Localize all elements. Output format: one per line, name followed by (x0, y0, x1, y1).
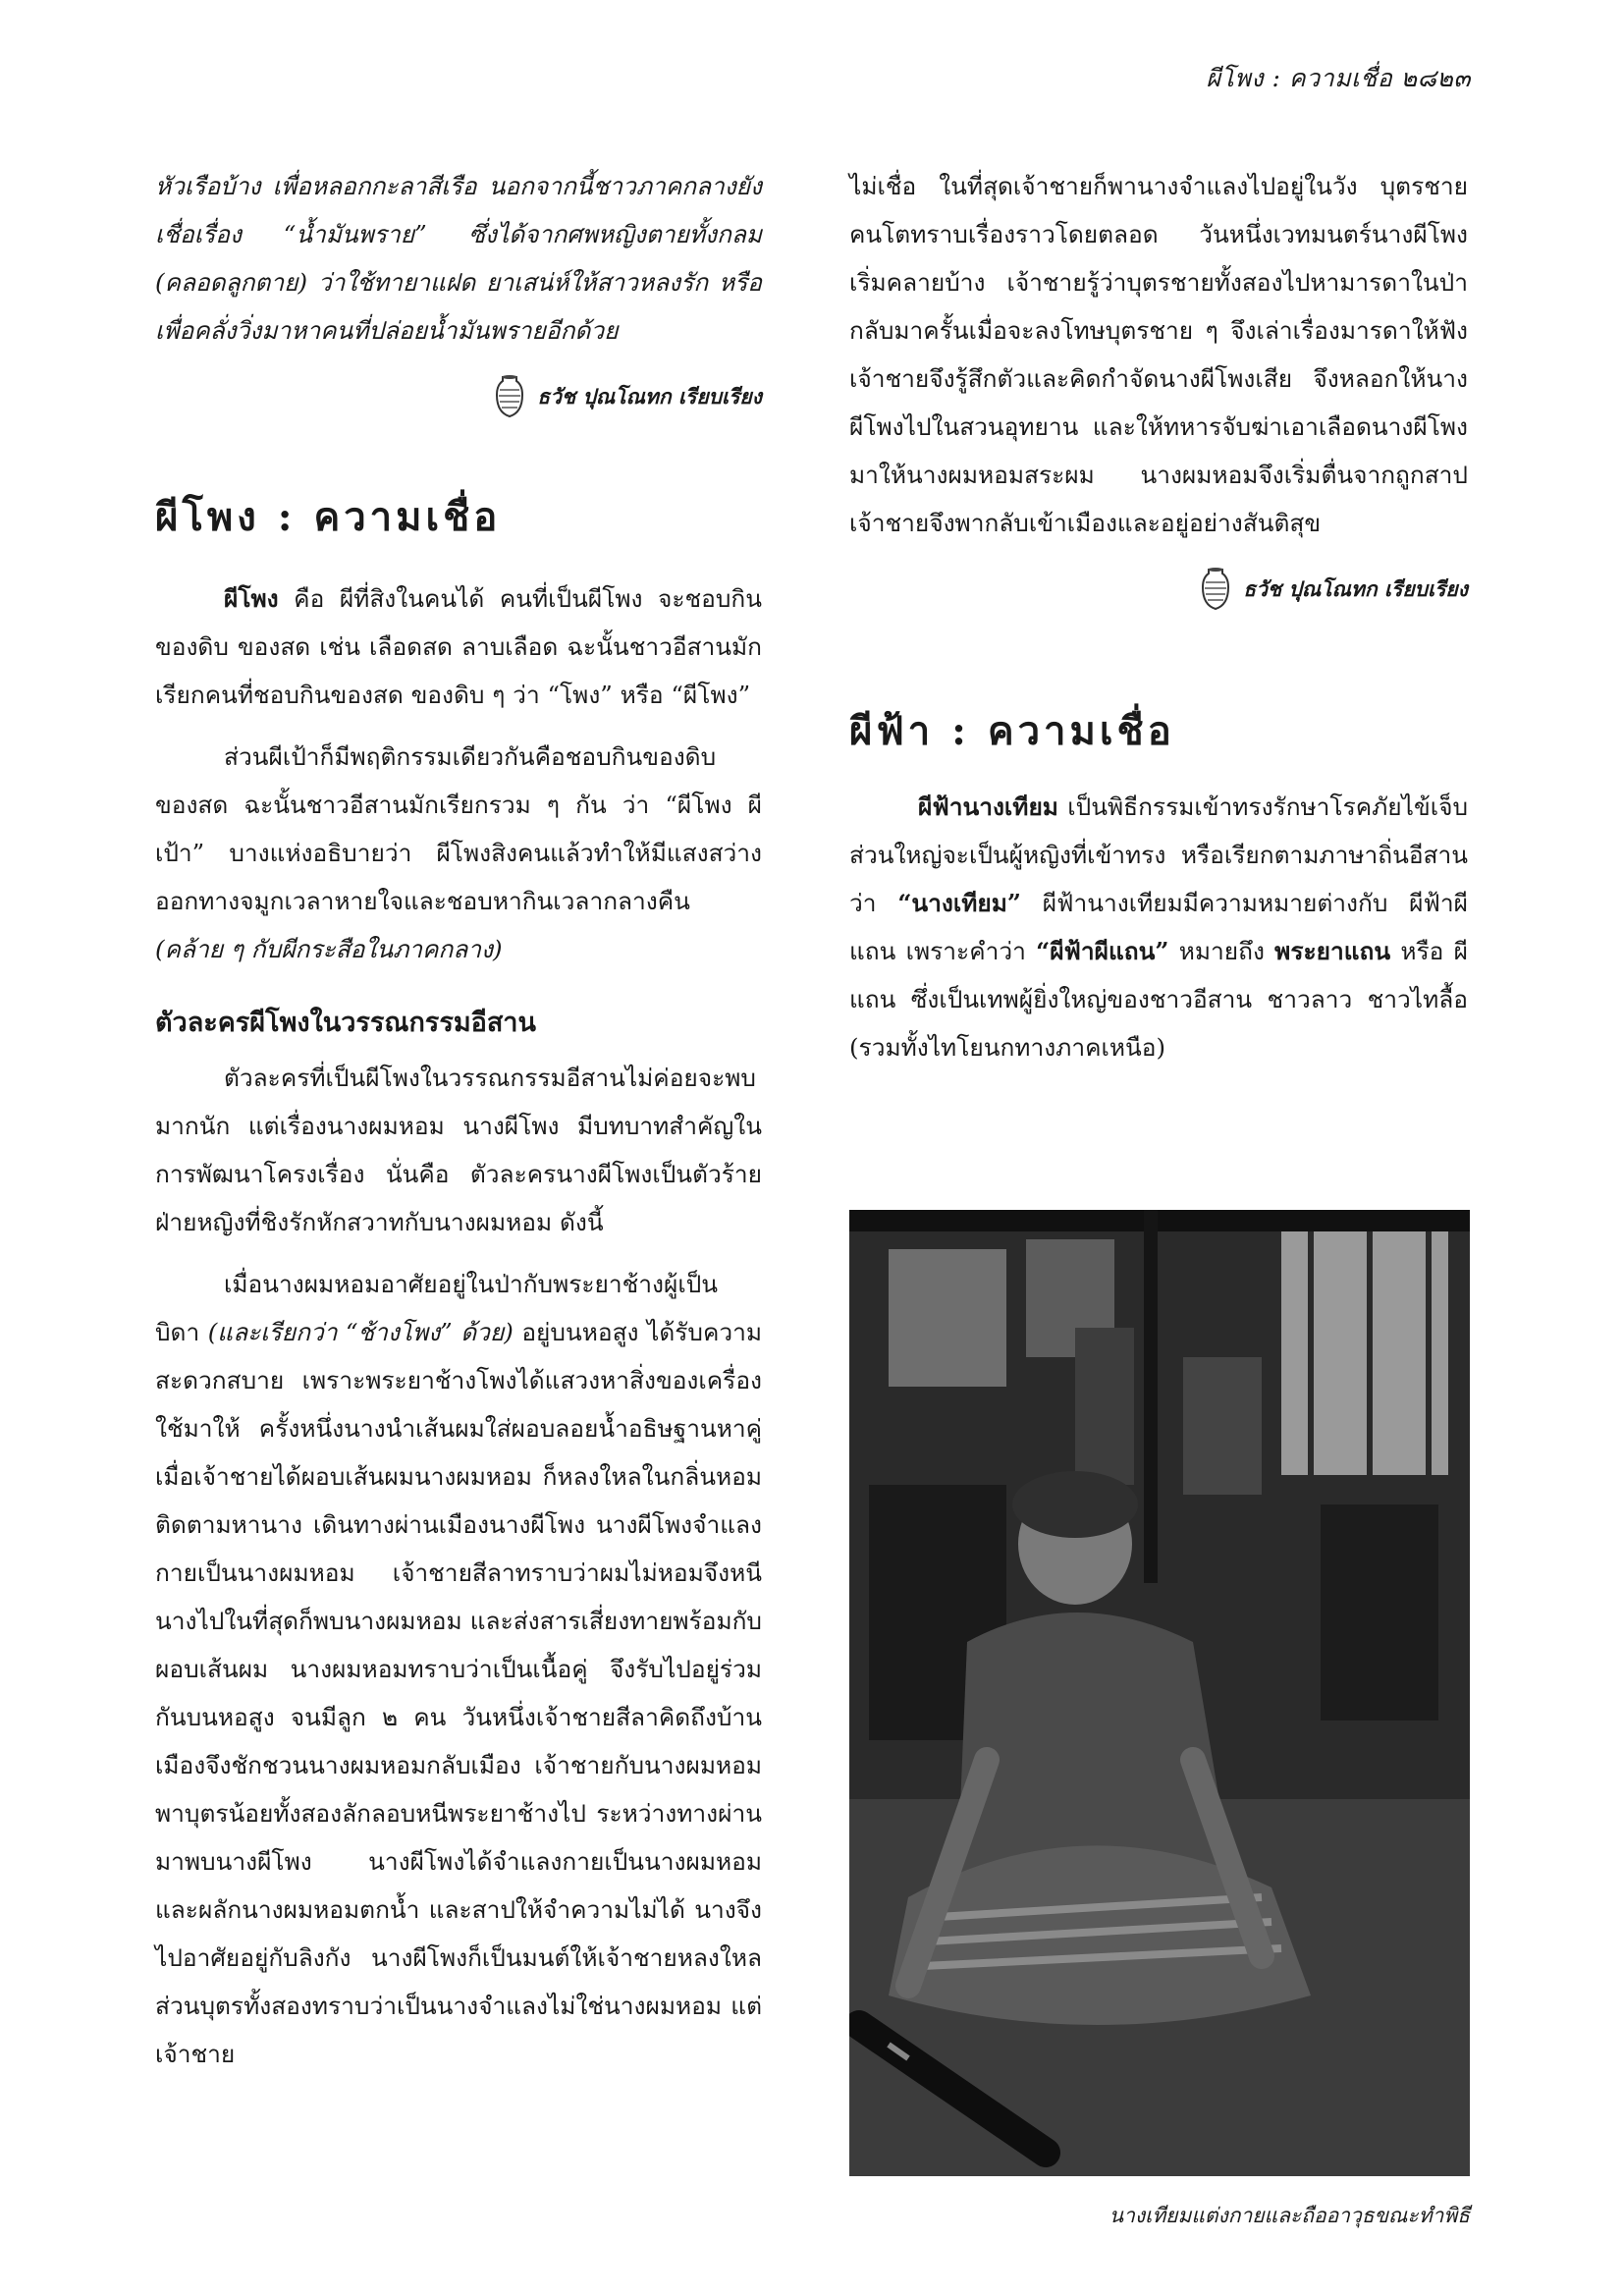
term-phi-fa-nang-thiam: ผีฟ้านางเทียม (918, 793, 1058, 821)
running-head: ผีโพง : ความเชื่อ ๒๘๒๓ (1206, 64, 1471, 92)
term-phraya-thaen: พระยาแถน (1274, 937, 1391, 965)
paragraph-phi-phong-definition (155, 574, 762, 719)
paragraph-phi-pao (155, 733, 762, 973)
paragraph-text: คือ ผีที่สิงในคนได้ คนที่เป็นผีโพง จะชอบกินของดิบ ของสด เช่น เลือดสด ลาบเลือด ฉะนั้นชาวอีสานมักเรียกคนที่ชอบกินของสด ของดิบ ๆ ว่า “โพง” หรือ “ผีโพง” (155, 584, 762, 709)
paragraph-text: หรือ ผีแถน ซึ่งเป็นเทพผู้ยิ่งใหญ่ของชาวอีสาน ชาวลาว ชาวไทลื้อ (รวมทั้งไทโยนกทางภาคเหนือ) (849, 937, 1468, 1062)
term-phi-phong: ผีโพง (224, 584, 279, 613)
term-nang-thiam: “นางเทียม” (897, 889, 1021, 917)
jar-emblem-icon (496, 374, 523, 419)
paragraph-text: เมื่อนางผมหอมอาศัยอยู่ในป่ากับพระยาช้างผู้เป็นบิดา (155, 1270, 719, 1346)
paragraph-note: (และเรียกว่า “ช้างโพง” ด้วย) (207, 1318, 514, 1346)
paragraph-story-continuation: ไม่เชื่อ ในที่สุดเจ้าชายก็พานางจำแลงไปอยู่ในวัง บุตรชายคนโตทราบเรื่องราวโดยตลอด วันหนึ่งเวทมนตร์นางผีโพงเริ่มคลายบ้าง เจ้าชายรู้ว่าบุตรชายทั้งสองไปหามารดาในป่ากลับมาครั้นเมื่อจะลงโทษบุตรชาย ๆ จึงเล่าเรื่องมารดาให้ฟัง เจ้าชายจึงรู้สึกตัวและคิดกำจัดนางผีโพงเสีย จึงหลอกให้นางผีโพงไปในสวนอุทยาน และให้ทหารจับฆ่าเอาเลือดนางผีโพงมาให้นางผมหอมสระผม นางผมหอมจึงเริ่มตื่นจากถูกสาป เจ้าชายจึงพากลับเข้าเมืองและอยู่อย่างสันติสุข (849, 172, 1468, 537)
ritual-photo (849, 1210, 1470, 2176)
subheading-literature: ตัวละครผีโพงในวรรณกรรมอีสาน (155, 1008, 536, 1038)
attribution-text: ธวัช ปุณโณทก เรียบเรียง (537, 383, 762, 409)
paragraph-text: เป็นพิธีกรรมเข้าทรงรักษาโรคภัยไข้เจ็บส่วนใหญ่จะเป็นผู้หญิงที่เข้าทรง หรือเรียกตามภาษาถิ่นอีสานว่า (849, 793, 1468, 917)
attribution-left (155, 374, 762, 419)
paragraph-text: หมายถึง (1168, 937, 1275, 965)
paragraph-phi-fa (849, 783, 1468, 1071)
paragraph-literature: ตัวละครที่เป็นผีโพงในวรรณกรรมอีสานไม่ค่อยจะพบมากนัก แต่เรื่องนางผมหอม นางผีโพง มีบทบาทสำคัญในการพัฒนาโครงเรื่อง นั่นคือ ตัวละครนางผีโพงเป็นตัวร้ายฝ่ายหญิงที่ชิงรักหักสวาทกับนางผมหอม ดังนี้ (155, 1064, 762, 1236)
paragraph-story (155, 1260, 762, 2078)
section-title-phi-fa: ผีฟ้า : ความเชื่อ (849, 708, 1175, 754)
paragraph-note: (คล้าย ๆ กับผีกระสือในภาคกลาง) (155, 935, 503, 963)
photo-caption: นางเทียมแต่งกายและถืออาวุธขณะทำพิธี (1109, 2204, 1470, 2227)
attribution-right (849, 567, 1468, 612)
left-column (155, 162, 762, 2078)
paragraph-text: ส่วนผีเป้าก็มีพฤติกรรมเดียวกันคือชอบกินของดิบของสด ฉะนั้นชาวอีสานมักเรียกรวม ๆ กัน ว่า “ผีโพง ผีเป้า” บางแห่งอธิบายว่า ผีโพงสิงคนแล้วทำให้มีแสงสว่างออกทางจมูกเวลาหายใจและชอบหากินเวลากลางคืน (155, 742, 762, 915)
term-phi-fa-phi-thaen: “ผีฟ้าผีแถน” (1036, 937, 1169, 965)
section-title-phi-phong: ผีโพง : ความเชื่อ (155, 494, 502, 540)
intro-paragraph: หัวเรือบ้าง เพื่อหลอกกะลาสีเรือ นอกจากนี้ชาวภาคกลางยังเชื่อเรื่อง “น้ำมันพราย” ซึ่งได้จากศพหญิงตายทั้งกลม (คลอดลูกตาย) ว่าใช้ทายาแฝด ยาเสน่ห์ให้สาวหลงรัก หรือเพื่อคลั่งวิ่งมาหาคนที่ปล่อยน้ำมันพรายอีกด้วย (155, 172, 762, 345)
paragraph-text: ผีฟ้านางเทียมมีความหมายต่างกับ ผีฟ้าผีแถน เพราะคำว่า (849, 889, 1468, 965)
jar-emblem-icon (1202, 567, 1229, 612)
right-column (849, 162, 1468, 1071)
paragraph-text: อยู่บนหอสูง ได้รับความสะดวกสบาย เพราะพระยาช้างโพงได้แสวงหาสิ่งของเครื่องใช้มาให้ ครั้งหนึ่งนางนำเส้นผมใส่ผอบลอยน้ำอธิษฐานหาคู่ เมื่อเจ้าชายได้ผอบเส้นผมนางผมหอม ก็หลงใหลในกลิ่นหอมติดตามหานาง เดินทางผ่านเมืองนางผีโพง นางผีโพงจำแลงกายเป็นนางผมหอม เจ้าชายสีลาทราบว่าผมไม่หอมจึงหนีนางไปในที่สุดก็พบนางผมหอม และส่งสารเสี่ยงทายพร้อมกับผอบเส้นผม นางผมหอมทราบว่าเป็นเนื้อคู่ จึงรับไปอยู่ร่วมกันบนหอสูง จนมีลูก ๒ คน วันหนึ่งเจ้าชายสีลาคิดถึงบ้านเมืองจึงชักชวนนางผมหอมกลับเมือง เจ้าชายกับนางผมหอมพาบุตรน้อยทั้งสองลักลอบหนีพระยาช้างไป ระหว่างทางผ่านมาพบนางผีโพง นางผีโพงได้จำแลงกายเป็นนางผมหอม และผลักนางผมหอมตกน้ำ และสาปให้จำความไม่ได้ นางจึงไปอาศัยอยู่กับลิงกัง นางผีโพงก็เป็นมนต์ให้เจ้าชายหลงใหล ส่วนบุตรทั้งสองทราบว่าเป็นนางจำแลงไม่ใช่นางผมหอม แต่เจ้าชาย (155, 1318, 762, 2068)
attribution-text: ธวัช ปุณโณทก เรียบเรียง (1243, 575, 1468, 601)
